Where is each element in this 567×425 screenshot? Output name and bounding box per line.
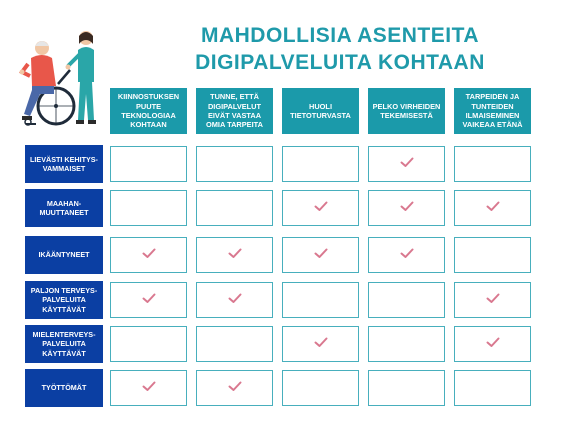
row-header-6: TYÖTTÖMÄT [25, 369, 103, 407]
table-cell [110, 190, 187, 226]
table-cell [196, 326, 273, 362]
check-icon [314, 335, 328, 353]
row-header-4: PALJON TERVEYS-PALVELUITA KÄYTTÄVÄT [25, 281, 103, 319]
row-header-1: LIEVÄSTI KEHITYS-VAMMAISET [25, 145, 103, 183]
table-cell [368, 237, 445, 273]
table-cell [196, 370, 273, 406]
check-icon [142, 379, 156, 397]
check-icon [400, 199, 414, 217]
column-header-3: HUOLI TIETOTURVASTA [282, 88, 359, 134]
table-cell [282, 190, 359, 226]
table-cell [196, 146, 273, 182]
check-icon [228, 379, 242, 397]
table-cell [282, 326, 359, 362]
row-header-5: MIELENTERVEYS-PALVELUITA KÄYTTÄVÄT [25, 325, 103, 363]
nurse-wheelchair-illustration [18, 24, 108, 128]
table-cell [196, 190, 273, 226]
table-cell [454, 370, 531, 406]
table-cell [282, 146, 359, 182]
table-cell [282, 370, 359, 406]
table-cell [196, 237, 273, 273]
check-icon [400, 155, 414, 173]
table-cell [196, 282, 273, 318]
table-cell [110, 370, 187, 406]
check-icon [228, 291, 242, 309]
title-line-1: MAHDOLLISIA ASENTEITA [200, 24, 480, 47]
page-title [130, 22, 550, 76]
check-icon [314, 199, 328, 217]
column-header-2: TUNNE, ETTÄ DIGIPALVELUT EIVÄT VASTAA OMIA TARPEITA [196, 88, 273, 134]
table-cell [454, 326, 531, 362]
check-icon [228, 246, 242, 264]
table-cell [454, 190, 531, 226]
column-header-1: KIINNOSTUKSEN PUUTE TEKNOLOGIAA KOHTAAN [110, 88, 187, 134]
row-header-3: IKÄÄNTYNEET [25, 236, 103, 274]
table-cell [110, 146, 187, 182]
table-cell [110, 237, 187, 273]
check-icon [142, 246, 156, 264]
table-cell [110, 282, 187, 318]
title-line-2: DIGIPALVELUITA KOHTAAN [195, 51, 485, 74]
check-icon [486, 291, 500, 309]
table-cell [368, 282, 445, 318]
table-cell [368, 326, 445, 362]
check-icon [486, 335, 500, 353]
table-cell [368, 146, 445, 182]
check-icon [400, 246, 414, 264]
column-header-4: PELKO VIRHEIDEN TEKEMISESTÄ [368, 88, 445, 134]
table-cell [110, 326, 187, 362]
check-icon [142, 291, 156, 309]
table-cell [368, 190, 445, 226]
check-icon [486, 199, 500, 217]
row-header-2: MAAHAN-MUUTTANEET [25, 189, 103, 227]
table-cell [368, 370, 445, 406]
column-header-5: TARPEIDEN JA TUNTEIDEN ILMAISEMINEN VAIKEAA ETÄNÄ [454, 88, 531, 134]
table-cell [454, 237, 531, 273]
table-cell [454, 282, 531, 318]
table-cell [282, 282, 359, 318]
check-icon [314, 246, 328, 264]
table-cell [454, 146, 531, 182]
table-cell [282, 237, 359, 273]
